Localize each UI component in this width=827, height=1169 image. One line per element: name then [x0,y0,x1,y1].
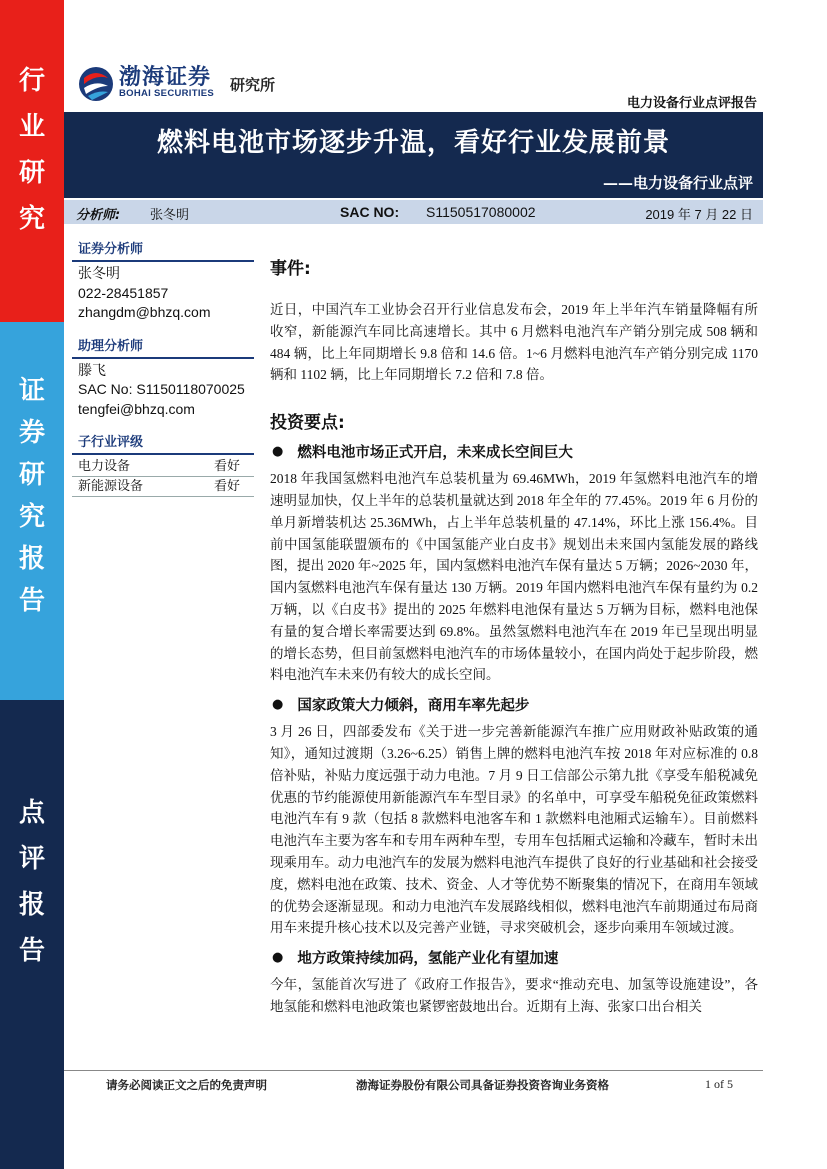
point-paragraph: 3 月 26 日，四部委发布《关于进一步完善新能源汽车推广应用财政补贴政策的通知》，通知过渡期（3.26~6.25）销售上牌的燃料电池汽车按 2018 年对应标准的 0.8 倍补贴，补贴力度远强于动力电池。7 月 9 日工信部公示第九批《享受车船税减免优惠的节约能源使用新能源汽车车型目录》的名单中，可享受车船税免征政策燃料电池汽车有 9 款（包括 8 款燃料电池客车和 1 款燃料电池厢式运输车）。目前燃料电池汽车主要为客车和专用车两种车型，专用车包括厢式运输和冷藏车，暂时未出现乘用车。动力电池汽车的发展为燃料电池汽车提供了良好的行业基础和社会接受度，燃料电池在政策、技术、资金、人才等优势不断聚集的情况下，在商用车领域的优势会逐渐显现。和动力电池汽车发展路线相似，燃料电池汽车前期通过布局商用车来提升核心技术以及完善产业链，寻求突破机会，逐步向乘用车领域过渡。 [270,724,758,936]
page-footer [64,1070,763,1094]
band-char: 究 [18,502,45,532]
band-char: 究 [18,204,45,234]
band-char: 告 [18,936,45,966]
sac-number: S1150517080002 [426,204,536,220]
sac-label: SAC NO: [340,204,400,220]
logo-english-text: BOHAI SECURITIES [119,88,215,99]
rating-value: 看好 [213,479,240,494]
report-type: 电力设备行业点评报告 [626,96,757,111]
analyst-phone: 022-28451857 [78,284,169,301]
bullet-icon: ● [272,444,284,460]
rating-industry: 新能源设备 [78,479,144,494]
point-heading [270,947,758,968]
institute-label: 研究所 [230,76,276,94]
page-subtitle: ——电力设备行业点评 [602,174,753,192]
point-paragraph: 2018 年我国氢燃料电池汽车总装机量为 69.46MWh，2019 年氢燃料电池汽车的增速明显加快，仅上半年的总装机量就达到 2018 年全年的 77.45%。2019 年 6 月份的单月新增装机达 25.36MWh，占上半年总装机量的 47.14%，环比上涨 156.4%。目前中国氢能联盟颁布的《中国氢能产业白皮书》规划出未来国内氢能发展的路线图，提出 2020 年~2025 年，国内氢燃料电池汽车保有量达 5 万辆；2026~2030 年，国内氢燃料电池汽车保有量达 130 万辆。2019 年国内燃料电池汽车保有量约为 0.2 万辆，以《白皮书》提出的 2025 年燃料电池保有量达 5 万辆为目标，燃料电池保有量的复合增长率需要达到 69.8%。虽然氢燃料电池汽车在 2019 年已呈现出明显的增长态势，但目前氢燃料电池汽车的市场体量较小，在国内尚处于起步阶段，燃料电池汽车未来仍有较大的成长空间。 [270,471,758,683]
report-date: 2019 年 7 月 22 日 [645,207,753,222]
band-char: 点 [18,798,45,828]
report-body [270,254,758,1018]
assistant-sac: SAC No: S1150118070025 [78,381,245,397]
page-number: 1 of 5 [705,1077,733,1091]
point-title: 地方政策持续加码，氢能产业化有望加速 [297,951,559,968]
point-heading [270,694,758,715]
rating-value: 看好 [213,459,240,474]
rating-row [72,477,254,497]
point-title: 燃料电池市场正式开启，未来成长空间巨大 [297,445,573,462]
bullet-icon: ● [272,697,284,713]
rating-industry: 电力设备 [78,459,131,474]
bohai-logo-icon [78,64,114,104]
band-char: 告 [18,586,45,616]
point-title: 国家政策大力倾斜，商用车率先起步 [297,698,530,715]
side-band-industry-research [0,0,64,322]
investment-heading: 投资要点: [270,413,345,434]
analyst-sidebar [72,232,254,497]
page-title: 燃料电池市场逐步升温，看好行业发展前景 [156,128,670,158]
band-char: 报 [18,544,45,574]
analyst-label: 分析师: [76,208,121,223]
analyst-info-bar [64,200,763,224]
band-char: 研 [18,460,45,490]
analyst-name: 张冬明 [150,208,190,223]
point-heading [270,441,758,462]
disclaimer-note[interactable]: 请务必阅读正文之后的免责声明 [106,1078,267,1092]
event-heading: 事件: [270,259,311,279]
assistant-name: 滕飞 [78,361,106,378]
securities-analyst-heading: 证券分析师 [72,232,254,262]
analyst-email[interactable]: zhangdm@bhzq.com [78,304,211,320]
title-banner [64,112,763,198]
side-band-securities-report [0,322,64,700]
band-char: 行 [18,66,45,96]
assistant-email[interactable]: tengfei@bhzq.com [78,400,195,417]
bullet-icon: ● [272,950,284,966]
band-char: 证 [18,376,45,406]
logo-text: 渤海证券 [119,64,212,90]
event-paragraph: 近日，中国汽车工业协会召开行业信息发布会，2019 年上半年汽车销量降幅有所收窄，新能源汽车同比高速增长。其中 6 月燃料电池汽车产销分别完成 508 辆和 484 辆，比上年同期增长 9.8 倍和 14.6 倍。1~6 月燃料电池汽车产销分别完成 1170 辆和 1102 辆，比上年同期增长 7.2 倍和 7.8 倍。 [270,302,758,383]
license-note: 渤海证券股份有限公司具备证券投资咨询业务资格 [356,1078,609,1092]
side-band-commentary-report [0,700,64,1169]
band-char: 报 [18,890,45,920]
point-paragraph: 今年，氢能首次写进了《政府工作报告》，要求“推动充电、加氢等设施建设”，各地氢能和燃料电池政策也紧锣密鼓地出台。近期有上海、张家口出台相关 [270,977,758,1014]
rating-row [72,457,254,477]
band-char: 评 [18,844,45,874]
band-char: 业 [18,112,45,142]
sub-industry-rating-heading: 子行业评级 [72,425,254,455]
band-char: 券 [18,418,45,448]
band-char: 研 [18,158,45,188]
analyst-name: 张冬明 [78,265,120,281]
assistant-analyst-heading: 助理分析师 [72,329,254,359]
